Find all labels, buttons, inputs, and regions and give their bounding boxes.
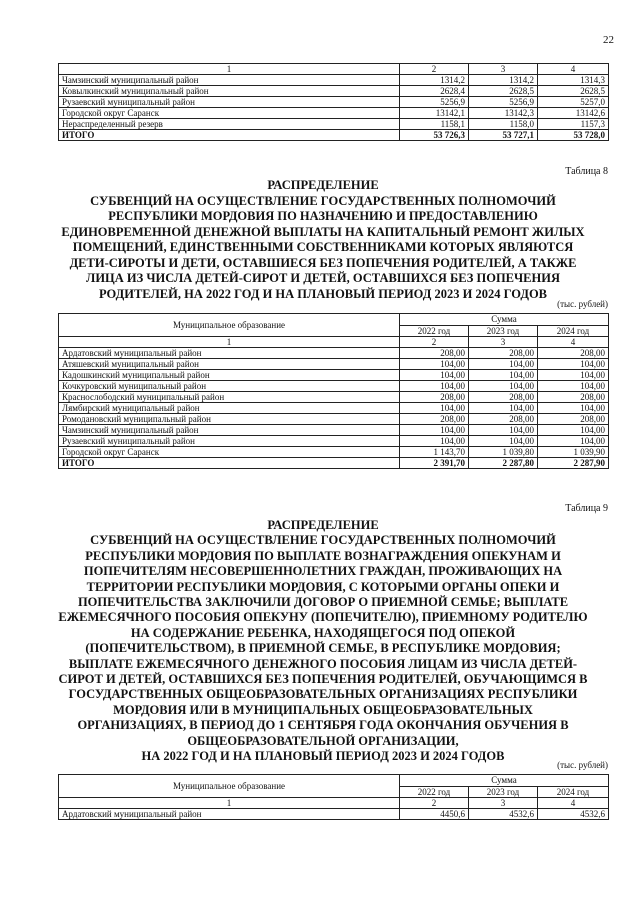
title-line: РАСПРЕДЕЛЕНИЕ <box>267 518 379 532</box>
amount-cell: 53 727,1 <box>469 130 538 141</box>
amount-cell: 208,00 <box>400 392 469 403</box>
column-number: 3 <box>469 64 538 75</box>
amount-cell: 104,00 <box>538 436 609 447</box>
amount-cell: 2 287,80 <box>469 458 538 469</box>
table-top <box>58 63 609 141</box>
column-number: 2 <box>400 64 469 75</box>
amount-cell: 1 039,80 <box>469 447 538 458</box>
municipality-name: Ардатовский муниципальный район <box>59 348 400 359</box>
column-number: 2 <box>400 337 469 348</box>
table9-label: Таблица 9 <box>565 503 608 514</box>
table9 <box>58 774 609 820</box>
municipality-name: Городской округ Саранск <box>59 108 400 119</box>
amount-cell: 1314,2 <box>400 75 469 86</box>
table9-title <box>40 518 606 765</box>
municipality-name: Кочкуровский муниципальный район <box>59 381 400 392</box>
title-line: (ПОПЕЧИТЕЛЬСТВОМ), В ПРИЕМНОЙ СЕМЬЕ, В РЕСПУБЛИКЕ МОРДОВИЯ; <box>85 641 561 656</box>
amount-cell: 5256,9 <box>469 97 538 108</box>
table-row <box>59 809 609 820</box>
table-row <box>59 75 609 86</box>
table8-header-year: 2024 год <box>538 325 609 337</box>
title-line: ДЕТИ-СИРОТЫ И ДЕТИ, ОСТАВШИЕСЯ БЕЗ ПОПЕЧЕНИЯ РОДИТЕЛЕЙ, А ТАКЖЕ <box>69 255 577 270</box>
column-number: 2 <box>400 798 469 809</box>
amount-cell: 104,00 <box>538 425 609 436</box>
title-line: СИРОТ И ДЕТЕЙ, ОСТАВШИХСЯ БЕЗ ПОПЕЧЕНИЯ РОДИТЕЛЕЙ, ОБУЧАЮЩИМСЯ В <box>58 672 588 687</box>
title-line: СУБВЕНЦИЙ НА ОСУЩЕСТВЛЕНИЕ ГОСУДАРСТВЕННЫХ ПОЛНОМОЧИЙ <box>90 533 556 548</box>
table9-header-municipality: Муниципальное образование <box>59 775 400 798</box>
amount-cell: 13142,1 <box>400 108 469 119</box>
amount-cell: 104,00 <box>469 425 538 436</box>
amount-cell: 13142,6 <box>538 108 609 119</box>
table-row <box>59 370 609 381</box>
table8-header-year: 2023 год <box>469 325 538 337</box>
table9-units: (тыс. рублей) <box>557 760 608 770</box>
amount-cell: 2 287,90 <box>538 458 609 469</box>
column-number: 4 <box>538 337 609 348</box>
municipality-name: Краснослободский муниципальный район <box>59 392 400 403</box>
column-number: 3 <box>469 337 538 348</box>
amount-cell: 2 391,70 <box>400 458 469 469</box>
amount-cell: 104,00 <box>469 359 538 370</box>
table8-label: Таблица 8 <box>565 166 608 177</box>
municipality-name: Ковылкинский муниципальный район <box>59 86 400 97</box>
table-row <box>59 392 609 403</box>
title-line: ЕДИНОВРЕМЕННОЙ ДЕНЕЖНОЙ ВЫПЛАТЫ НА КАПИТАЛЬНЫЙ РЕМОНТ ЖИЛЫХ <box>61 224 585 239</box>
table-row <box>59 403 609 414</box>
amount-cell: 208,00 <box>400 348 469 359</box>
municipality-name: Лямбирский муниципальный район <box>59 403 400 414</box>
table-row <box>59 97 609 108</box>
municipality-name: ИТОГО <box>59 130 400 141</box>
column-number: 1 <box>59 798 400 809</box>
title-line: ВЫПЛАТЕ ЕЖЕМЕСЯЧНОГО ДЕНЕЖНОГО ПОСОБИЯ ЛИЦАМ ИЗ ЧИСЛА ДЕТЕЙ- <box>68 656 578 671</box>
title-line: МОРДОВИЯ ИЛИ В МУНИЦИПАЛЬНЫХ ОБЩЕОБРАЗОВАТЕЛЬНЫХ <box>113 702 533 717</box>
table-row <box>59 447 609 458</box>
table9-header-year: 2022 год <box>400 786 469 798</box>
table8-header-municipality: Муниципальное образование <box>59 314 400 337</box>
title-line: РОДИТЕЛЕЙ, НА 2022 ГОД И НА ПЛАНОВЫЙ ПЕРИОД 2023 И 2024 ГОДОВ <box>98 286 548 301</box>
title-line: ЕЖЕМЕСЯЧНОГО ПОСОБИЯ ОПЕКУНУ (ПОПЕЧИТЕЛЮ), ПРИЕМНОМУ РОДИТЕЛЮ <box>58 610 588 625</box>
table-row <box>59 381 609 392</box>
amount-cell: 104,00 <box>400 370 469 381</box>
amount-cell: 13142,3 <box>469 108 538 119</box>
table-row <box>59 86 609 97</box>
municipality-name: Рузаевский муниципальный район <box>59 97 400 108</box>
amount-cell: 208,00 <box>400 414 469 425</box>
municipality-name: Ардатовский муниципальный район <box>59 809 400 820</box>
amount-cell: 208,00 <box>538 414 609 425</box>
column-number: 1 <box>59 64 400 75</box>
amount-cell: 104,00 <box>538 370 609 381</box>
amount-cell: 1 143,70 <box>400 447 469 458</box>
municipality-name: Чамзинский муниципальный район <box>59 425 400 436</box>
amount-cell: 104,00 <box>469 436 538 447</box>
title-line: РЕСПУБЛИКИ МОРДОВИЯ ПО НАЗНАЧЕНИЮ И ПРЕДОСТАВЛЕНИЮ <box>108 209 538 223</box>
table-row <box>59 436 609 447</box>
table-row <box>59 414 609 425</box>
title-line: РЕСПУБЛИКИ МОРДОВИЯ ПО ВЫПЛАТЕ ВОЗНАГРАЖДЕНИЯ ОПЕКУНАМ И <box>85 548 561 563</box>
title-line: ТЕРРИТОРИИ РЕСПУБЛИКИ МОРДОВИЯ, С КОТОРЫМИ ОРГАНЫ ОПЕКИ И <box>86 579 560 594</box>
amount-cell: 2628,5 <box>469 86 538 97</box>
amount-cell: 104,00 <box>469 403 538 414</box>
municipality-name: Ромодановский муниципальный район <box>59 414 400 425</box>
amount-cell: 5256,9 <box>400 97 469 108</box>
column-numbers-row <box>59 337 609 348</box>
title-line: НА СОДЕРЖАНИЕ РЕБЕНКА, НАХОДЯЩЕГОСЯ ПОД ОПЕКОЙ <box>130 625 516 640</box>
amount-cell: 4532,6 <box>538 809 609 820</box>
amount-cell: 104,00 <box>400 359 469 370</box>
amount-cell: 53 726,3 <box>400 130 469 141</box>
column-numbers-row <box>59 64 609 75</box>
table-row <box>59 359 609 370</box>
municipality-name: Городской округ Саранск <box>59 447 400 458</box>
amount-cell: 104,00 <box>400 403 469 414</box>
amount-cell: 104,00 <box>469 370 538 381</box>
amount-cell: 208,00 <box>538 348 609 359</box>
table-row <box>59 348 609 359</box>
amount-cell: 104,00 <box>469 381 538 392</box>
amount-cell: 4532,6 <box>469 809 538 820</box>
amount-cell: 5257,0 <box>538 97 609 108</box>
total-row <box>59 130 609 141</box>
amount-cell: 1158,0 <box>469 119 538 130</box>
title-line: НА 2022 ГОД И НА ПЛАНОВЫЙ ПЕРИОД 2023 И 2024 ГОДОВ <box>141 749 505 764</box>
amount-cell: 104,00 <box>538 403 609 414</box>
column-number: 4 <box>538 798 609 809</box>
column-number: 4 <box>538 64 609 75</box>
amount-cell: 2628,4 <box>400 86 469 97</box>
title-line: ПОПЕЧИТЕЛЬСТВА ЗАКЛЮЧИЛИ ДОГОВОР О ПРИЕМНОЙ СЕМЬЕ; ВЫПЛАТЕ <box>77 595 569 610</box>
municipality-name: Чамзинский муниципальный район <box>59 75 400 86</box>
column-number: 1 <box>59 337 400 348</box>
total-row <box>59 458 609 469</box>
amount-cell: 104,00 <box>400 381 469 392</box>
amount-cell: 1314,2 <box>469 75 538 86</box>
page-number: 22 <box>603 34 614 46</box>
amount-cell: 208,00 <box>469 348 538 359</box>
amount-cell: 53 728,0 <box>538 130 609 141</box>
table8 <box>58 313 609 469</box>
amount-cell: 4450,6 <box>400 809 469 820</box>
amount-cell: 104,00 <box>400 436 469 447</box>
title-line: РАСПРЕДЕЛЕНИЕ <box>267 178 379 192</box>
amount-cell: 1 039,90 <box>538 447 609 458</box>
title-line: ОБЩЕОБРАЗОВАТЕЛЬНОЙ ОРГАНИЗАЦИИ, <box>187 733 459 748</box>
municipality-name: Нераспределенный резерв <box>59 119 400 130</box>
table9-header-sum: Сумма <box>400 775 609 787</box>
title-line: СУБВЕНЦИЙ НА ОСУЩЕСТВЛЕНИЕ ГОСУДАРСТВЕННЫХ ПОЛНОМОЧИЙ <box>90 193 556 208</box>
title-line: ГОСУДАРСТВЕННЫХ ОБЩЕОБРАЗОВАТЕЛЬНЫХ ОРГАНИЗАЦИЯХ РЕСПУБЛИКИ <box>68 687 578 702</box>
amount-cell: 208,00 <box>469 414 538 425</box>
title-line: ЛИЦА ИЗ ЧИСЛА ДЕТЕЙ-СИРОТ И ДЕТЕЙ, ОСТАВШИХСЯ БЕЗ ПОПЕЧЕНИЯ <box>86 271 560 285</box>
amount-cell: 104,00 <box>538 359 609 370</box>
amount-cell: 1157,3 <box>538 119 609 130</box>
municipality-name: Рузаевский муниципальный район <box>59 436 400 447</box>
table8-header-year: 2022 год <box>400 325 469 337</box>
table9-header-year: 2023 год <box>469 786 538 798</box>
amount-cell: 1314,3 <box>538 75 609 86</box>
title-line: ОРГАНИЗАЦИЯХ, В ПЕРИОД ДО 1 СЕНТЯБРЯ ГОДА ОКОНЧАНИЯ ОБУЧЕНИЯ В <box>77 718 569 733</box>
table8-title <box>40 178 606 302</box>
title-line: ПОПЕЧИТЕЛЯМ НЕСОВЕРШЕННОЛЕТНИХ ГРАЖДАН, ПРОЖИВАЮЩИХ НА <box>83 564 563 579</box>
municipality-name: ИТОГО <box>59 458 400 469</box>
amount-cell: 1158,1 <box>400 119 469 130</box>
table8-units: (тыс. рублей) <box>557 299 608 309</box>
table-row <box>59 425 609 436</box>
municipality-name: Атяшевский муниципальный район <box>59 359 400 370</box>
table9-header-year: 2024 год <box>538 786 609 798</box>
amount-cell: 208,00 <box>538 392 609 403</box>
title-line: ПОМЕЩЕНИЙ, ЕДИНСТВЕННЫМИ СОБСТВЕННИКАМИ КОТОРЫХ ЯВЛЯЮТСЯ <box>72 240 574 254</box>
municipality-name: Кадошкинский муниципальный район <box>59 370 400 381</box>
amount-cell: 104,00 <box>400 425 469 436</box>
table-row <box>59 119 609 130</box>
amount-cell: 104,00 <box>538 381 609 392</box>
amount-cell: 2628,5 <box>538 86 609 97</box>
table8-header-sum: Сумма <box>400 314 609 326</box>
table-row <box>59 108 609 119</box>
column-number: 3 <box>469 798 538 809</box>
column-numbers-row <box>59 798 609 809</box>
amount-cell: 208,00 <box>469 392 538 403</box>
